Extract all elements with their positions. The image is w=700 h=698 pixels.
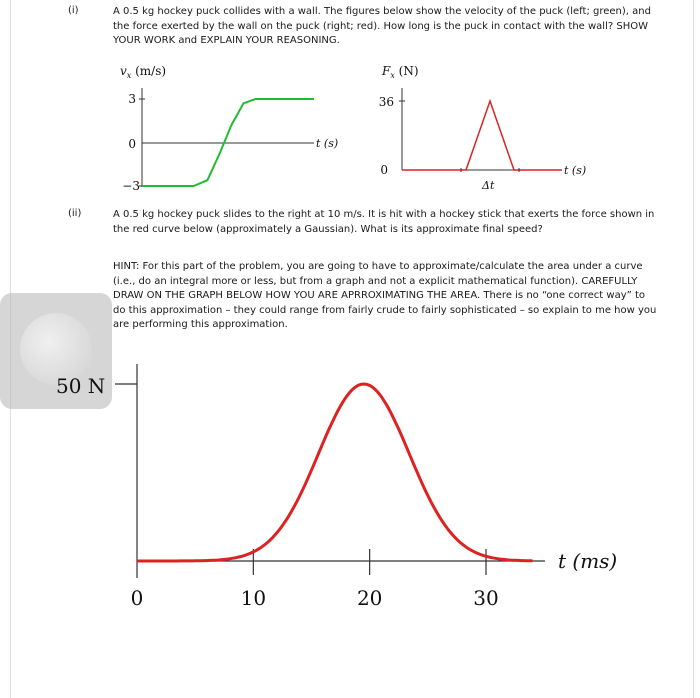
velocity-ytick-label: −3 (122, 179, 140, 193)
force-ylabel: $F_x$ (N) (382, 64, 419, 80)
force-xlabel: t (s) (564, 164, 587, 177)
part-ii-text (113, 208, 654, 237)
gaussian-xtick-label: 0 (130, 586, 144, 610)
force-graph-small (379, 64, 586, 192)
gaussian-xtick-label: 30 (473, 586, 499, 610)
small-graphs (0, 55, 700, 205)
gaussian-xtick-label: 10 (240, 586, 267, 610)
text-line: the red curve below (approximately a Gaussian). What is its approximate final speed? (113, 223, 543, 235)
text-line: HINT: For this part of the problem, you are going to have to approximate/calculate the area under a curve (113, 261, 643, 272)
text-line: A 0.5 kg hockey puck collides with a wall. The figures below show the velocity of the puck (left; green), and (113, 6, 651, 17)
text-line: (i.e., do an integral more or less, but from a graph and not a explicit mathematical function). CAREFULLY (113, 275, 638, 287)
hint-text (113, 260, 656, 333)
part-ii-label: (ii) (68, 208, 82, 219)
text-line: do this approximation – they could range from fairly crude to fairly sophisticated – so explain to me how you (113, 304, 657, 316)
gaussian-force-graph (0, 360, 700, 620)
part-i-label: (i) (68, 5, 79, 16)
velocity-ytick-label: 3 (128, 92, 136, 106)
gaussian-curve (137, 384, 533, 561)
text-line: DRAW ON THE GRAPH BELOW HOW YOU ARE APRROXIMATING THE AREA. There is no “one correct way” to (113, 290, 646, 301)
velocity-ytick-label: 0 (128, 137, 136, 151)
gaussian-xticks (131, 549, 499, 610)
velocity-xlabel: t (s) (316, 137, 339, 150)
velocity-ylabel: $v_x$ (m/s) (120, 64, 167, 80)
part-i-text (113, 5, 651, 49)
force-curve (402, 101, 562, 170)
force-ytick-label: 36 (378, 95, 394, 109)
gaussian-xtick-label: 20 (356, 586, 383, 610)
text-line: YOUR WORK and EXPLAIN YOUR REASONING. (113, 35, 340, 46)
velocity-graph (120, 64, 338, 193)
text-line: the force exerted by the wall on the puck (right; red). How long is the puck in contact with the wall? SHOW (113, 20, 648, 32)
delta-t-label: Δt (482, 179, 495, 192)
gaussian-ytick-label: 50 N (56, 374, 106, 398)
text-line: A 0.5 kg hockey puck slides to the right at 10 m/s. It is hit with a hockey stick that exerts the force shown in (113, 209, 655, 220)
force-ytick-label: 0 (380, 163, 388, 177)
text-line: are performing this approximation. (113, 319, 288, 330)
gaussian-xlabel: t (ms) (558, 549, 618, 573)
